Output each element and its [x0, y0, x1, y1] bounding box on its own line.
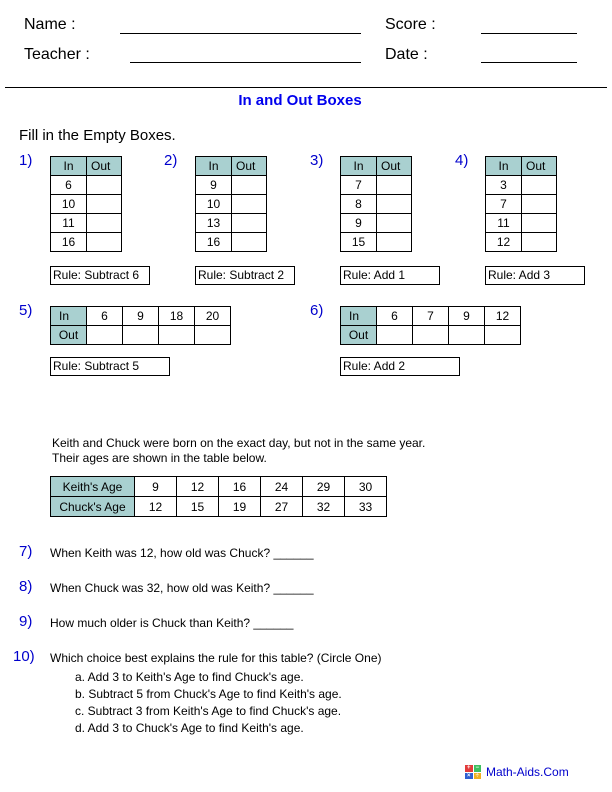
out-answer-cell[interactable]: [232, 176, 267, 195]
table-cell: 19: [219, 497, 261, 517]
worksheet-title: In and Out Boxes: [238, 92, 362, 109]
brand-link[interactable]: Math-Aids.Com: [486, 765, 569, 779]
question-text: Which choice best explains the rule for this table? (Circle One): [50, 651, 382, 665]
out-answer-cell[interactable]: [413, 326, 449, 345]
date-label: Date :: [385, 46, 428, 63]
in-cell: 7: [341, 176, 377, 195]
out-answer-cell[interactable]: [377, 326, 413, 345]
question-number: 7): [19, 543, 33, 560]
problem-number: 2): [164, 152, 178, 169]
in-cell: 9: [123, 307, 159, 326]
table-row: [341, 195, 412, 214]
table-row: [196, 195, 267, 214]
out-answer-cell[interactable]: [87, 326, 123, 345]
in-header: In: [51, 157, 87, 176]
in-cell: 12: [486, 233, 522, 252]
out-answer-cell[interactable]: [377, 176, 412, 195]
in-out-table: [50, 306, 231, 345]
out-answer-cell[interactable]: [377, 233, 412, 252]
table-row: [196, 214, 267, 233]
table-row: [51, 176, 122, 195]
in-cell: 3: [486, 176, 522, 195]
table-row: [51, 307, 231, 326]
question-number: 10): [13, 648, 35, 665]
in-header: In: [486, 157, 522, 176]
teacher-field[interactable]: [130, 62, 361, 63]
out-answer-cell[interactable]: [87, 176, 122, 195]
ages-table: [50, 476, 387, 517]
question-text: When Keith was 12, how old was Chuck? ______: [50, 546, 314, 560]
table-row: [486, 233, 557, 252]
problem-number: 4): [455, 152, 469, 169]
question-number: 9): [19, 613, 33, 630]
table-row: [51, 497, 387, 517]
in-cell: 16: [51, 233, 87, 252]
instructions: Fill in the Empty Boxes.: [19, 127, 176, 144]
out-header: Out: [87, 157, 122, 176]
table-cell: 32: [303, 497, 345, 517]
in-cell: 7: [413, 307, 449, 326]
table-cell: 33: [345, 497, 387, 517]
problem-number: 5): [19, 302, 33, 319]
score-label: Score :: [385, 16, 436, 33]
score-field[interactable]: [481, 33, 577, 34]
row-header: Chuck's Age: [51, 497, 135, 517]
header-divider: [5, 87, 607, 88]
out-header: Out: [341, 326, 377, 345]
table-row: [341, 326, 521, 345]
out-answer-cell[interactable]: [232, 195, 267, 214]
table-cell: 12: [177, 477, 219, 497]
teacher-label: Teacher :: [24, 46, 90, 63]
table-header-row: [196, 157, 267, 176]
table-row: [196, 233, 267, 252]
out-answer-cell[interactable]: [123, 326, 159, 345]
in-out-table: [340, 306, 521, 345]
name-label: Name :: [24, 16, 76, 33]
in-cell: 7: [486, 195, 522, 214]
in-cell: 13: [196, 214, 232, 233]
table-row: [341, 307, 521, 326]
out-answer-cell[interactable]: [522, 195, 557, 214]
choice-b[interactable]: b. Subtract 5 from Chuck's Age to find Keith's age.: [75, 687, 342, 701]
table-cell: 24: [261, 477, 303, 497]
table-header-row: [486, 157, 557, 176]
in-cell: 9: [196, 176, 232, 195]
in-cell: 11: [486, 214, 522, 233]
problem-number: 3): [310, 152, 324, 169]
out-answer-cell[interactable]: [522, 214, 557, 233]
in-cell: 11: [51, 214, 87, 233]
table-cell: 16: [219, 477, 261, 497]
in-cell: 8: [341, 195, 377, 214]
rule-box: Rule: Add 2: [340, 357, 460, 376]
table-cell: 12: [135, 497, 177, 517]
question-number: 8): [19, 578, 33, 595]
rule-box: Rule: Add 1: [340, 266, 440, 285]
out-answer-cell[interactable]: [522, 233, 557, 252]
in-cell: 18: [159, 307, 195, 326]
choice-c[interactable]: c. Subtract 3 from Keith's Age to find Chuck's age.: [75, 704, 342, 718]
in-cell: 6: [87, 307, 123, 326]
table-cell: 29: [303, 477, 345, 497]
choice-d[interactable]: d. Add 3 to Chuck's Age to find Keith's age.: [75, 721, 304, 735]
table-cell: 9: [135, 477, 177, 497]
in-cell: 15: [341, 233, 377, 252]
in-cell: 16: [196, 233, 232, 252]
story-line-1: Keith and Chuck were born on the exact day, but not in the same year.: [52, 436, 426, 450]
in-header: In: [51, 307, 87, 326]
table-row: [341, 214, 412, 233]
out-answer-cell[interactable]: [232, 214, 267, 233]
table-header-row: [51, 157, 122, 176]
out-answer-cell[interactable]: [485, 326, 521, 345]
table-row: [486, 176, 557, 195]
out-answer-cell[interactable]: [522, 176, 557, 195]
rule-box: Rule: Subtract 5: [50, 357, 170, 376]
math-aids-logo-icon: + − × ÷: [466, 765, 479, 779]
name-field[interactable]: [120, 33, 361, 34]
in-cell: 9: [449, 307, 485, 326]
table-row: [341, 176, 412, 195]
in-out-table: [50, 156, 122, 252]
in-cell: 6: [51, 176, 87, 195]
in-cell: 10: [196, 195, 232, 214]
out-answer-cell[interactable]: [377, 214, 412, 233]
problem-number: 1): [19, 152, 33, 169]
out-answer-cell[interactable]: [87, 233, 122, 252]
in-cell: 12: [485, 307, 521, 326]
table-row: [51, 477, 387, 497]
out-answer-cell[interactable]: [87, 214, 122, 233]
table-row: [486, 195, 557, 214]
table-header-row: [341, 157, 412, 176]
in-cell: 10: [51, 195, 87, 214]
table-cell: 27: [261, 497, 303, 517]
table-row: [341, 233, 412, 252]
out-header: Out: [232, 157, 267, 176]
problem-number: 6): [310, 302, 324, 319]
out-header: Out: [377, 157, 412, 176]
in-header: In: [341, 307, 377, 326]
in-cell: 20: [195, 307, 231, 326]
in-out-table: [195, 156, 267, 252]
rule-box: Rule: Add 3: [485, 266, 585, 285]
in-header: In: [196, 157, 232, 176]
out-answer-cell[interactable]: [87, 195, 122, 214]
question-text: How much older is Chuck than Keith? ______: [50, 616, 294, 630]
table-row: [196, 176, 267, 195]
rule-box: Rule: Subtract 6: [50, 266, 150, 285]
out-answer-cell[interactable]: [377, 195, 412, 214]
out-answer-cell[interactable]: [449, 326, 485, 345]
in-out-table: [485, 156, 557, 252]
question-text: When Chuck was 32, how old was Keith? ______: [50, 581, 314, 595]
out-answer-cell[interactable]: [195, 326, 231, 345]
table-row: [51, 195, 122, 214]
out-header: Out: [522, 157, 557, 176]
table-row: [51, 326, 231, 345]
table-cell: 15: [177, 497, 219, 517]
in-header: In: [341, 157, 377, 176]
out-answer-cell[interactable]: [159, 326, 195, 345]
story-line-2: Their ages are shown in the table below.: [52, 451, 267, 465]
choice-a[interactable]: a. Add 3 to Keith's Age to find Chuck's age.: [75, 670, 304, 684]
in-cell: 6: [377, 307, 413, 326]
table-row: [486, 214, 557, 233]
table-cell: 30: [345, 477, 387, 497]
in-out-table: [340, 156, 412, 252]
out-answer-cell[interactable]: [232, 233, 267, 252]
in-cell: 9: [341, 214, 377, 233]
table-row: [51, 233, 122, 252]
row-header: Keith's Age: [51, 477, 135, 497]
rule-box: Rule: Subtract 2: [195, 266, 295, 285]
date-field[interactable]: [481, 62, 577, 63]
table-row: [51, 214, 122, 233]
out-header: Out: [51, 326, 87, 345]
